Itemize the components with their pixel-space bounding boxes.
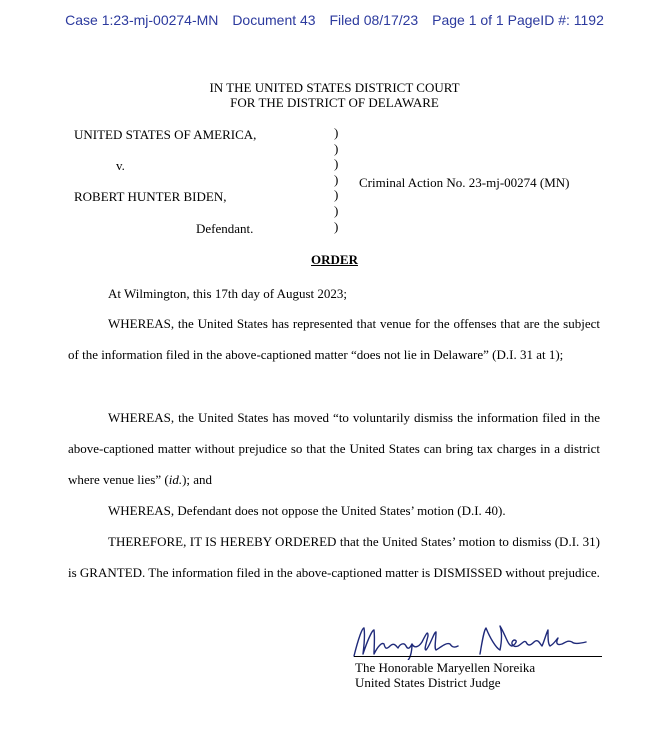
paren: ) bbox=[334, 202, 339, 218]
page-header bbox=[0, 12, 669, 28]
filed-date: Filed 08/17/23 bbox=[329, 12, 419, 28]
paragraph-motion bbox=[68, 402, 600, 495]
paren: ) bbox=[334, 171, 339, 187]
paren: ) bbox=[334, 140, 339, 156]
judge-block bbox=[355, 660, 535, 690]
paren: ) bbox=[334, 218, 339, 234]
motion-text: WHEREAS, the United States has moved “to voluntarily dismiss the information filed in the above-captioned matter without prejudice so that the United States can bring tax charges in a district where venue lies” ( bbox=[68, 410, 600, 487]
paragraph-venue: WHEREAS, the United States has represented that venue for the offenses that are the subject of the information filed in the above-captioned matter “does not lie in Delaware” (D.I. 31 at 1); bbox=[68, 316, 600, 362]
court-line-1: IN THE UNITED STATES DISTRICT COURT bbox=[209, 80, 460, 95]
defendant-label: Defendant. bbox=[196, 221, 254, 236]
defendant-name: ROBERT HUNTER BIDEN, bbox=[74, 189, 227, 204]
court-line-2: FOR THE DISTRICT OF DELAWARE bbox=[230, 95, 439, 110]
handwritten-signature bbox=[350, 620, 610, 660]
caption-parentheses bbox=[334, 125, 338, 234]
document-number: Document 43 bbox=[232, 12, 316, 28]
paren: ) bbox=[334, 187, 339, 203]
order-title: ORDER bbox=[311, 252, 358, 267]
signature-block bbox=[350, 620, 610, 700]
motion-text-end: ); and bbox=[182, 472, 213, 487]
paragraph-ordered: THEREFORE, IT IS HEREBY ORDERED that the United States’ motion to dismiss (D.I. 31) is GRANTED. The information filed in the above-captioned matter is DISMISSED without prejudice. bbox=[68, 534, 600, 580]
paren: ) bbox=[334, 156, 339, 172]
criminal-action-number: Criminal Action No. 23-mj-00274 (MN) bbox=[359, 175, 570, 190]
signature-line bbox=[354, 656, 602, 657]
paragraph-no-opposition: WHEREAS, Defendant does not oppose the United States’ motion (D.I. 40). bbox=[108, 503, 506, 518]
versus-label: v. bbox=[116, 158, 125, 173]
case-caption bbox=[74, 125, 634, 240]
case-number: Case 1:23-mj-00274-MN bbox=[65, 12, 219, 28]
plaintiff-name: UNITED STATES OF AMERICA, bbox=[74, 127, 257, 142]
page-info: Page 1 of 1 PageID #: 1192 bbox=[432, 12, 604, 28]
id-citation: id. bbox=[168, 472, 183, 487]
paren: ) bbox=[334, 125, 339, 140]
judge-name: The Honorable Maryellen Noreika bbox=[355, 660, 536, 675]
judge-title: United States District Judge bbox=[355, 675, 501, 690]
paragraph-date: At Wilmington, this 17th day of August 2023; bbox=[108, 286, 348, 301]
court-heading bbox=[0, 80, 669, 110]
